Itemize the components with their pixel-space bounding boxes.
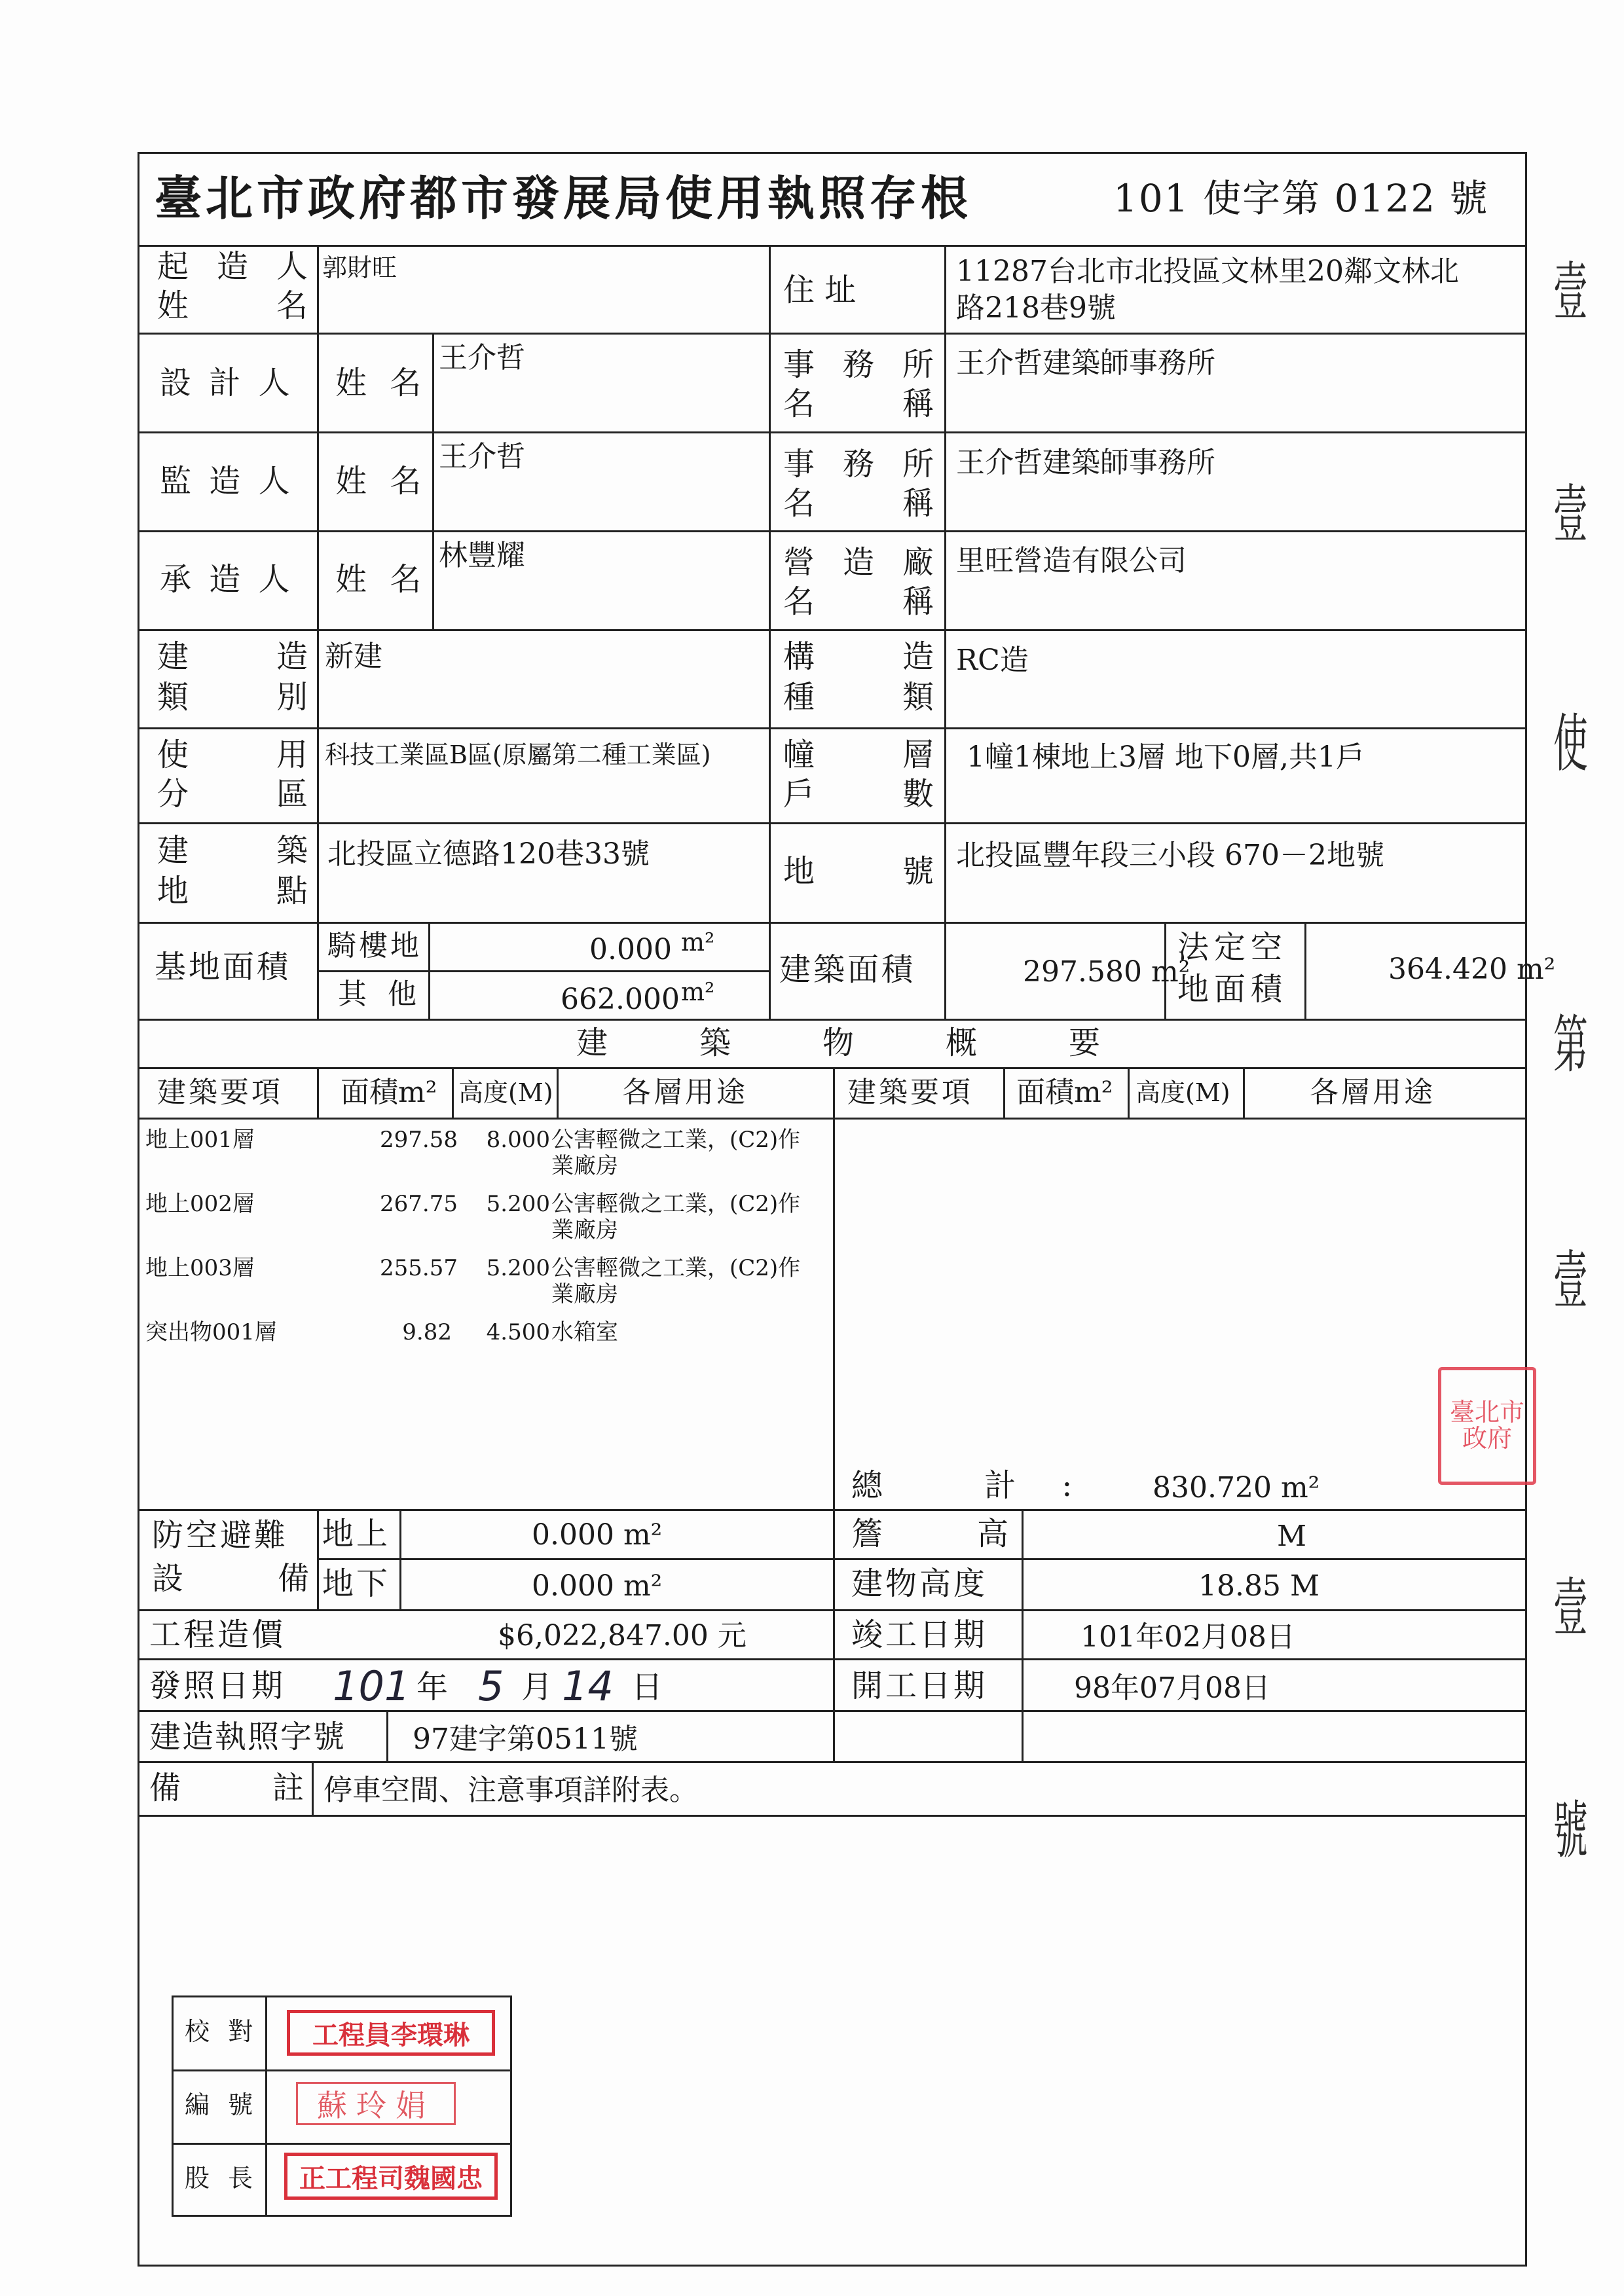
rule <box>138 1710 1527 1712</box>
document-title: 臺北市政府都市發展局使用執照存根 <box>155 170 972 226</box>
completion-value: 101年02月08日 <box>1080 1620 1295 1654</box>
margin-char: 壹 <box>1553 1571 1588 1645</box>
summary-header-height: 高度(M) <box>458 1078 553 1107</box>
summary-header-area: 面積m² <box>341 1076 437 1109</box>
other-unit: m² <box>681 977 715 1006</box>
arcade-unit: m² <box>681 928 715 957</box>
rule <box>317 333 319 629</box>
summary-row-area: 255.57 <box>380 1255 458 1281</box>
rule <box>386 1710 388 1761</box>
permit-number: 101 使字第 0122 號 <box>1113 176 1489 221</box>
rule <box>1022 1509 1024 1761</box>
contractor-name-label: 姓 名 <box>335 561 428 598</box>
cost-value: $6,022,847.00 元 <box>498 1619 747 1652</box>
total-label: 總 計: <box>851 1467 1118 1504</box>
permit-value: 97建字第0511號 <box>413 1722 638 1756</box>
rule <box>138 1815 1527 1817</box>
rule <box>138 1118 1527 1120</box>
summary-title: 建 築 物 概 要 <box>576 1025 1100 1061</box>
rule <box>138 1067 1527 1069</box>
designer-name-label: 姓 名 <box>335 365 428 401</box>
rule <box>432 333 434 629</box>
floors-value: 1幢1棟地上3層 地下0層,共1戶 <box>967 740 1365 774</box>
lot-label: 地 號 <box>783 853 934 890</box>
structure-type: RC造 <box>956 644 1029 677</box>
zone-label-line1: 使 用 <box>157 737 308 773</box>
contractor-office-label-line1: 營 造 廠 <box>783 544 934 581</box>
contractor-office: 里旺營造有限公司 <box>956 544 1187 577</box>
rule <box>265 1997 267 2215</box>
summary-header-height-2: 高度(M) <box>1135 1078 1230 1107</box>
open-space-label-line2: 地面積 <box>1177 971 1288 1008</box>
builder-name: 郭財旺 <box>322 253 397 282</box>
other-value: 662.000 <box>561 983 680 1016</box>
rule <box>317 629 319 1019</box>
summary-row-use-line1: 公害輕微之工業，(C2)作 <box>551 1255 801 1281</box>
summary-row-height: 5.200 <box>486 1191 550 1217</box>
address-label: 住 址 <box>783 272 857 308</box>
shelter-label-line2: 設 備 <box>152 1560 309 1597</box>
rule <box>769 245 771 1019</box>
building-area: 297.580 m² <box>1023 955 1190 989</box>
eave-label: 簷 高 <box>851 1516 1008 1552</box>
summary-row-use-line2: 業廠房 <box>551 1153 618 1179</box>
building-height-value: 18.85 M <box>1198 1569 1320 1603</box>
issue-day-unit: 日 <box>631 1669 663 1705</box>
rule <box>138 1761 1527 1763</box>
summary-row-use-line1: 水箱室 <box>551 1319 618 1345</box>
remarks-value: 停車空間、注意事項詳附表。 <box>323 1774 698 1807</box>
rule <box>317 1509 319 1609</box>
margin-char: 壹 <box>1553 1244 1588 1317</box>
summary-row-area: 297.58 <box>380 1127 458 1153</box>
rule <box>317 1558 1527 1560</box>
rule <box>138 629 1527 631</box>
shelter-label-line1: 防空避難 <box>152 1517 289 1554</box>
issue-month-handwritten: 5 <box>478 1662 504 1710</box>
designer-name: 王介哲 <box>439 341 525 374</box>
seal-text: 臺北市政府 <box>1449 1398 1524 1453</box>
engineer-stamp <box>287 2010 495 2056</box>
summary-header-item-2: 建築要項 <box>847 1076 973 1109</box>
rule <box>312 1761 314 1815</box>
site-label-line2: 地 點 <box>157 873 308 909</box>
rule <box>138 1658 1527 1660</box>
summary-header-item: 建築要項 <box>157 1076 283 1109</box>
open-space-value: 364.420 m² <box>1388 953 1556 986</box>
shelter-above-label: 地上 <box>322 1516 391 1552</box>
rule <box>317 1067 319 1118</box>
open-space-label-line1: 法定空 <box>1177 929 1288 966</box>
site-label-line1: 建 築 <box>157 832 308 869</box>
rule <box>138 922 1527 924</box>
engineer-stamp-text: 工程員李環琳 <box>312 2020 470 2050</box>
signoff-label-check: 校 對 <box>185 2017 259 2046</box>
issue-year-handwritten: 101 <box>333 1662 411 1710</box>
construction-type-label-line2: 類 別 <box>157 679 308 716</box>
address-line2: 路218巷9號 <box>956 291 1116 325</box>
rule <box>138 1609 1527 1611</box>
chief-stamp-text: 正工程司魏國忠 <box>299 2163 483 2194</box>
building-height-label: 建物高度 <box>851 1565 988 1602</box>
rule <box>138 1509 1527 1511</box>
signoff-label-chief: 股 長 <box>185 2164 259 2193</box>
issue-label: 發照日期 <box>149 1667 286 1704</box>
permit-label: 建造執照字號 <box>149 1719 346 1755</box>
contractor-name: 林豐耀 <box>439 539 525 572</box>
summary-row-area: 9.82 <box>402 1319 452 1345</box>
floors-label-line2: 戶 數 <box>783 776 934 812</box>
builder-label-line1: 起 造 人 <box>157 248 308 285</box>
issue-day-handwritten: 14 <box>562 1662 614 1710</box>
rule <box>557 1067 559 1118</box>
rule <box>174 2069 510 2071</box>
zone-value: 科技工業區B區(原屬第二種工業區) <box>325 740 711 769</box>
summary-row-area: 267.75 <box>380 1191 458 1217</box>
designer-office-label-line2: 名 稱 <box>783 386 934 422</box>
rule <box>138 727 1527 729</box>
total-value: 830.720 m² <box>1153 1471 1320 1504</box>
rule <box>138 530 1527 532</box>
zone-label-line2: 分 區 <box>157 776 308 812</box>
rule <box>1128 1067 1130 1118</box>
arcade-label: 騎樓地 <box>327 929 422 962</box>
rule <box>399 1509 401 1609</box>
summary-header-use: 各層用途 <box>622 1076 748 1109</box>
base-area-label: 基地面積 <box>155 949 291 985</box>
summary-row-height: 5.200 <box>486 1255 550 1281</box>
margin-char: 壹 <box>1553 478 1588 551</box>
rule <box>428 922 430 1019</box>
chief-stamp <box>284 2153 498 2200</box>
summary-header-use-2: 各層用途 <box>1310 1076 1435 1109</box>
rule <box>944 245 946 1019</box>
summary-row-use-line1: 公害輕微之工業，(C2)作 <box>551 1127 801 1153</box>
margin-char: 使 <box>1553 707 1588 780</box>
summary-row-use-line1: 公害輕微之工業，(C2)作 <box>551 1191 801 1217</box>
margin-char: 號 <box>1553 1794 1588 1867</box>
floors-label-line1: 幢 層 <box>783 737 934 773</box>
completion-label: 竣工日期 <box>851 1616 988 1653</box>
building-area-label: 建築面積 <box>779 951 916 988</box>
supervisor-name: 王介哲 <box>439 440 525 473</box>
summary-row-item: 突出物001層 <box>145 1319 277 1345</box>
structure-label-line2: 種 類 <box>783 679 934 716</box>
summary-row-item: 地上003層 <box>145 1255 255 1281</box>
summary-row-item: 地上001層 <box>145 1127 255 1153</box>
rule <box>138 822 1527 824</box>
site-value: 北投區立德路120巷33號 <box>327 837 650 871</box>
eave-value: M <box>1277 1520 1307 1553</box>
rule <box>317 970 769 972</box>
rule <box>1243 1067 1245 1118</box>
builder-label-line2: 姓 名 <box>157 287 308 324</box>
supervisor-name-label: 姓 名 <box>335 463 428 500</box>
rule <box>833 1509 835 1761</box>
shelter-below-label: 地下 <box>322 1565 391 1602</box>
rule <box>1304 922 1306 1019</box>
construction-type: 新建 <box>325 640 382 673</box>
contractor-role: 承 造 人 <box>160 561 294 598</box>
summary-row-height: 8.000 <box>486 1127 550 1153</box>
shelter-below-value: 0.000 m² <box>532 1569 663 1603</box>
designer-role: 設 計 人 <box>160 365 294 401</box>
rule <box>138 431 1527 433</box>
address-line1: 11287台北市北投區文林里20鄰文林北 <box>956 255 1459 288</box>
summary-row-use-line2: 業廠房 <box>551 1217 618 1243</box>
rule <box>174 2143 510 2145</box>
issue-month-unit: 月 <box>521 1669 553 1705</box>
lot-value: 北投區豐年段三小段 670－2地號 <box>956 839 1384 872</box>
rule <box>1003 1067 1005 1118</box>
margin-char: 壹 <box>1553 255 1588 329</box>
start-value: 98年07月08日 <box>1074 1671 1270 1705</box>
remarks-label: 備 註 <box>149 1770 304 1806</box>
rule <box>138 333 1527 335</box>
other-label: 其 他 <box>338 977 416 1011</box>
rule <box>833 1067 835 1509</box>
rule <box>138 1019 1527 1021</box>
margin-char: 第 <box>1553 1008 1588 1082</box>
supervisor-office-label-line1: 事 務 所 <box>783 446 934 483</box>
arcade-value: 0.000 <box>589 933 672 966</box>
shelter-above-value: 0.000 m² <box>532 1518 663 1552</box>
summary-row-item: 地上002層 <box>145 1191 255 1217</box>
issue-year-unit: 年 <box>416 1669 449 1705</box>
start-label: 開工日期 <box>851 1667 988 1704</box>
supervisor-role: 監 造 人 <box>160 463 294 500</box>
construction-type-label-line1: 建 造 <box>157 638 308 675</box>
clerk-stamp-text: 蘇玲娟 <box>317 2088 435 2123</box>
clerk-stamp <box>296 2082 456 2125</box>
designer-office: 王介哲建築師事務所 <box>956 346 1215 380</box>
cost-label: 工程造價 <box>149 1616 286 1653</box>
contractor-office-label-line2: 名 稱 <box>783 583 934 620</box>
government-seal <box>1438 1367 1536 1485</box>
designer-office-label-line1: 事 務 所 <box>783 346 934 383</box>
rule <box>452 1067 454 1118</box>
supervisor-office: 王介哲建築師事務所 <box>956 446 1215 479</box>
signoff-label-number: 編 號 <box>185 2090 259 2119</box>
summary-row-use-line2: 業廠房 <box>551 1281 618 1307</box>
summary-row-height: 4.500 <box>486 1319 550 1345</box>
rule <box>138 245 1527 247</box>
supervisor-office-label-line2: 名 稱 <box>783 485 934 522</box>
summary-header-area-2: 面積m² <box>1016 1076 1113 1109</box>
structure-label-line1: 構 造 <box>783 638 934 675</box>
